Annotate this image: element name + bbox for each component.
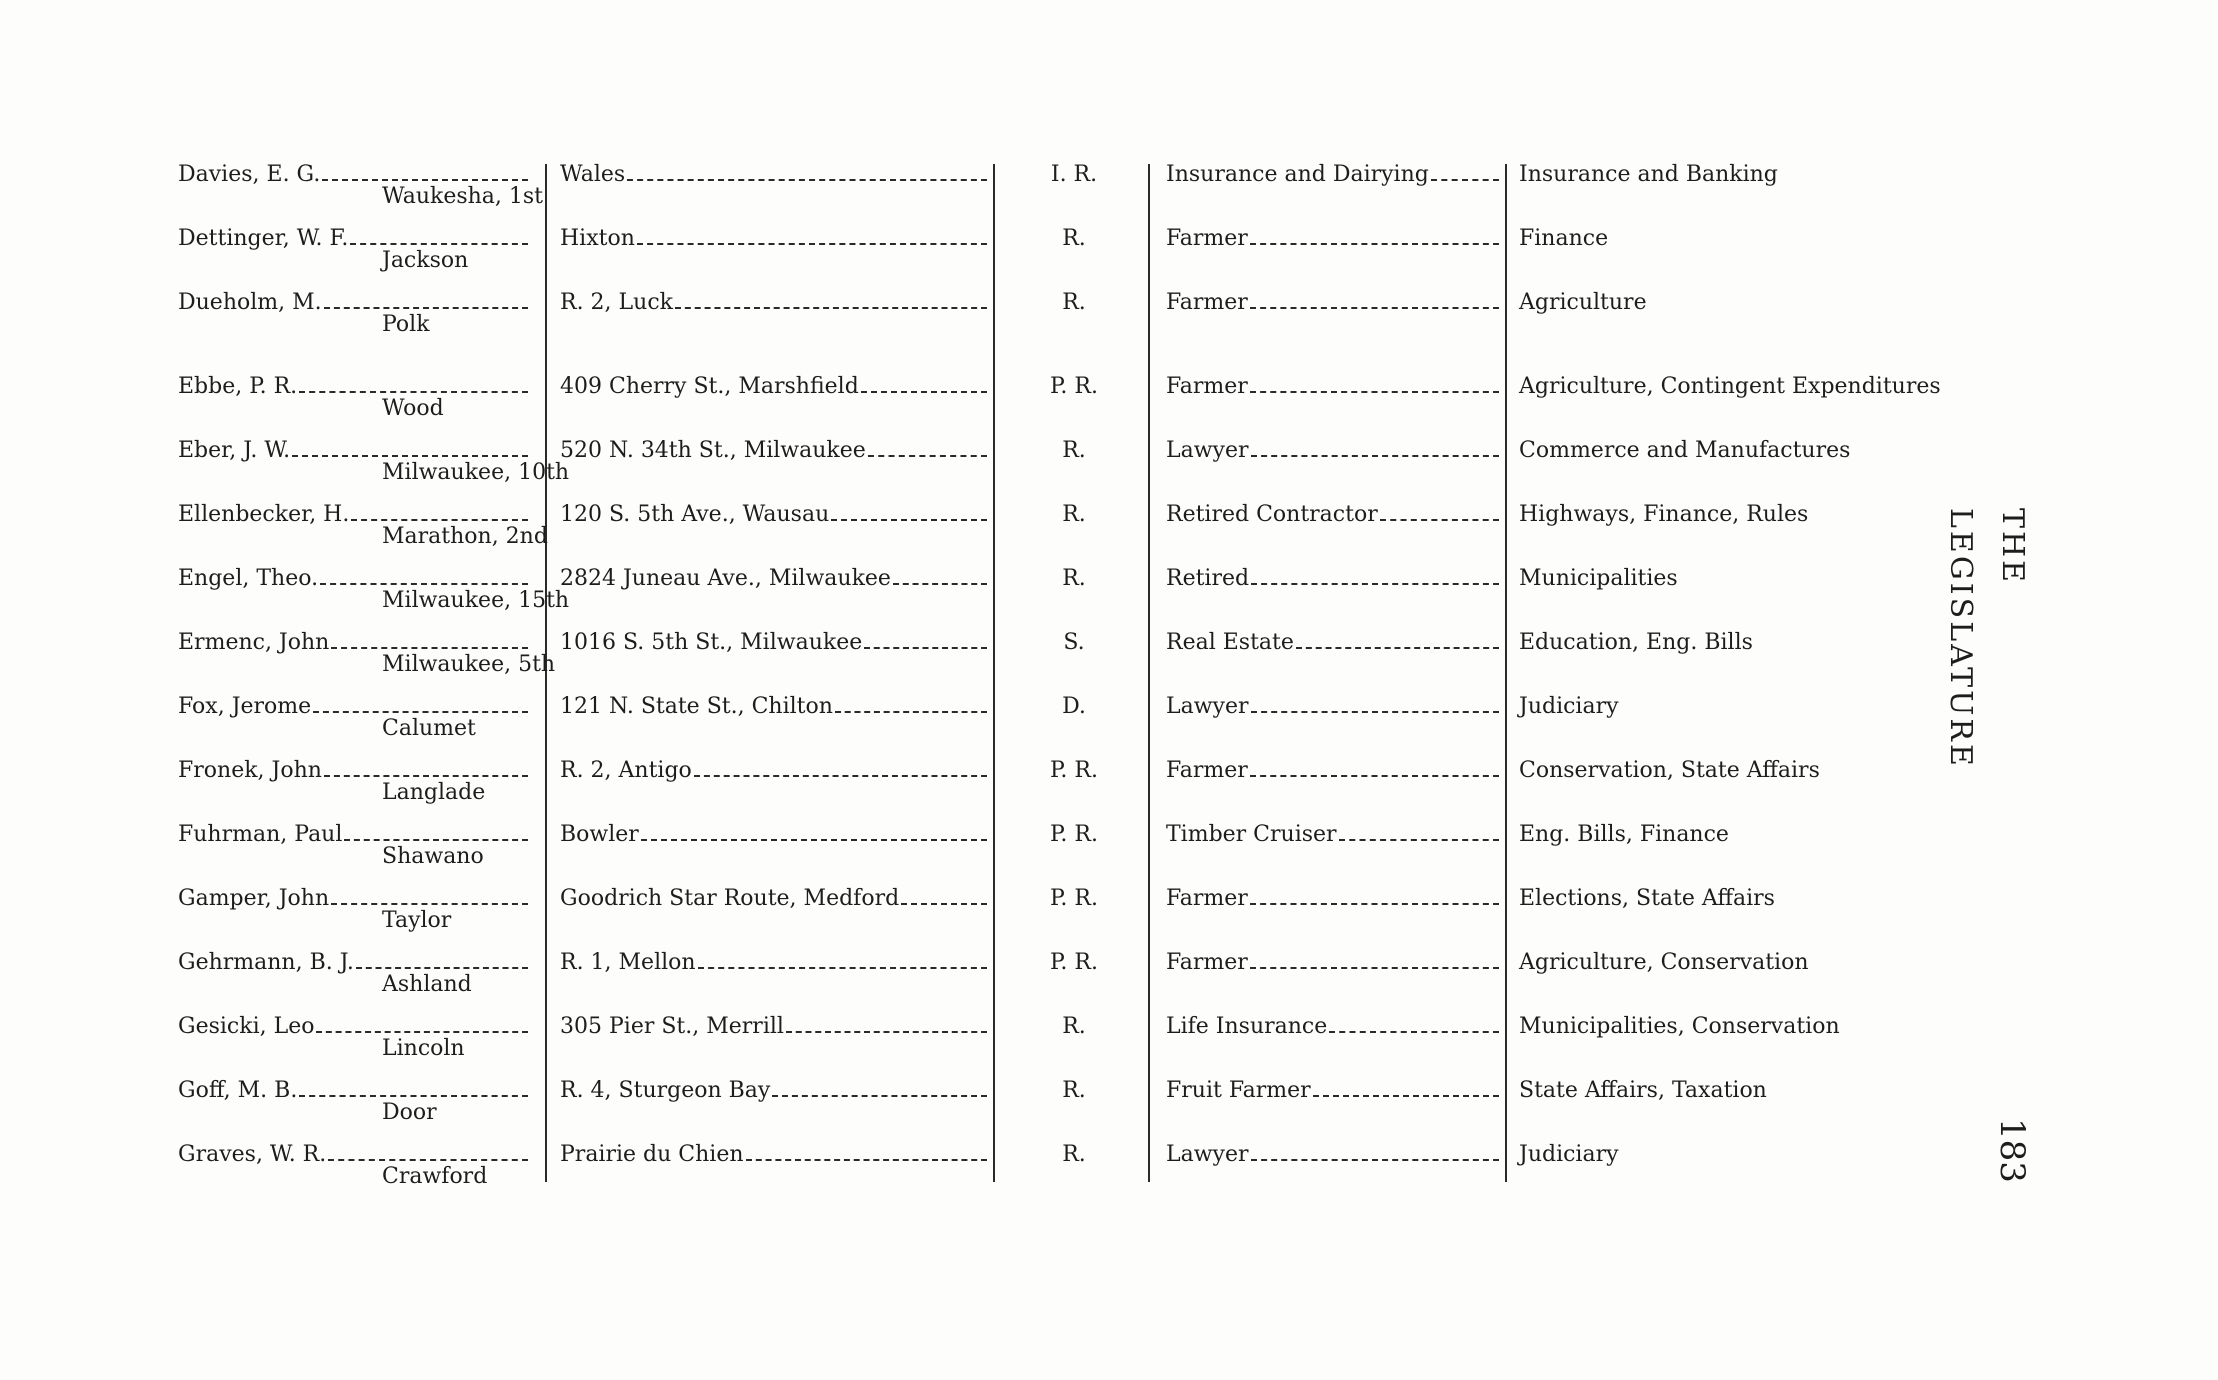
member-district: Milwaukee, 10th: [382, 460, 570, 485]
dot-leader: [322, 179, 528, 181]
dot-leader: [313, 711, 528, 713]
member-address: 1016 S. 5th St., Milwaukee: [560, 632, 987, 654]
member-committees: Municipalities: [1519, 566, 1678, 591]
dot-leader: [1250, 967, 1499, 969]
member-party: R.: [1062, 438, 1086, 463]
member-district: Marathon, 2nd: [382, 524, 548, 549]
table-row: [0, 824, 2218, 888]
dot-leader: [292, 455, 528, 457]
dot-leader: [1251, 1159, 1499, 1161]
member-district: Polk: [382, 312, 430, 337]
dot-leader: [786, 1031, 987, 1033]
member-party: R.: [1062, 1142, 1086, 1167]
dot-leader: [637, 243, 987, 245]
member-party: R.: [1062, 226, 1086, 251]
member-committees: Agriculture, Conservation: [1519, 950, 1809, 975]
member-district: Waukesha, 1st: [382, 184, 544, 209]
member-name: Goff, M. B. Door: [178, 1080, 528, 1102]
member-address: R. 4, Sturgeon Bay: [560, 1080, 987, 1102]
member-committees: Insurance and Banking: [1519, 162, 1778, 187]
table-row: [0, 504, 2218, 568]
member-party: R.: [1062, 290, 1086, 315]
member-occupation: Farmer: [1166, 292, 1499, 314]
dot-leader: [320, 583, 528, 585]
member-committees: Municipalities, Conservation: [1519, 1014, 1840, 1039]
member-name: Davies, E. G. Waukesha, 1st: [178, 162, 544, 209]
member-occupation: Lawyer: [1166, 440, 1499, 462]
member-district: Langlade: [382, 780, 486, 805]
member-occupation: Retired Contractor: [1166, 504, 1499, 526]
member-committees: Highways, Finance, Rules: [1519, 502, 1809, 527]
member-address: Bowler: [560, 824, 987, 846]
member-address: 121 N. State St., Chilton: [560, 696, 987, 718]
member-address: Wales: [560, 164, 987, 186]
member-party: I. R.: [1050, 162, 1098, 187]
dot-leader: [324, 307, 528, 309]
dot-leader: [1313, 1095, 1499, 1097]
member-address: 120 S. 5th Ave., Wausau: [560, 504, 987, 526]
member-district: Milwaukee, 15th: [382, 588, 570, 613]
member-occupation: Retired: [1166, 568, 1499, 590]
member-committees: Judiciary: [1519, 1142, 1619, 1167]
member-name: Gehrmann, B. J. Ashland: [178, 952, 528, 974]
member-occupation: Farmer: [1166, 228, 1499, 250]
table-row: [0, 228, 2218, 292]
member-address: R. 1, Mellon: [560, 952, 987, 974]
member-district: Lincoln: [382, 1036, 465, 1061]
table-row: [0, 1080, 2218, 1144]
member-party: S.: [1063, 630, 1085, 655]
table-row: [0, 760, 2218, 824]
member-party: P. R.: [1050, 886, 1098, 911]
table-row: [0, 1144, 2218, 1208]
member-district: Wood: [382, 396, 444, 421]
table-row: [0, 568, 2218, 632]
member-occupation: Life Insurance: [1166, 1016, 1499, 1038]
dot-leader: [331, 647, 528, 649]
member-occupation: Lawyer: [1166, 696, 1499, 718]
dot-leader: [1380, 519, 1499, 521]
table-row: [0, 1016, 2218, 1080]
dot-leader: [675, 307, 987, 309]
dot-leader: [1250, 243, 1499, 245]
member-committees: Education, Eng. Bills: [1519, 630, 1753, 655]
dot-leader: [1431, 179, 1499, 181]
member-name: Dueholm, M. Polk: [178, 292, 528, 314]
member-name: Engel, Theo. Milwaukee, 15th: [178, 566, 570, 613]
member-name: Ellenbecker, H. Marathon, 2nd: [178, 502, 548, 549]
member-committees: Commerce and Manufactures: [1519, 438, 1851, 463]
member-district: Shawano: [382, 844, 484, 869]
dot-leader: [1250, 775, 1499, 777]
dot-leader: [1250, 391, 1499, 393]
member-committees: Finance: [1519, 226, 1609, 251]
member-occupation: Real Estate: [1166, 632, 1499, 654]
member-name: Fuhrman, Paul Shawano: [178, 824, 528, 846]
dot-leader: [835, 711, 987, 713]
dot-leader: [1251, 455, 1499, 457]
member-name: Ebbe, P. R. Wood: [178, 376, 528, 398]
member-address: 409 Cherry St., Marshfield: [560, 376, 987, 398]
member-address: R. 2, Luck: [560, 292, 987, 314]
member-occupation: Farmer: [1166, 952, 1499, 974]
member-committees: State Affairs, Taxation: [1519, 1078, 1767, 1103]
dot-leader: [351, 519, 528, 521]
dot-leader: [1339, 839, 1499, 841]
dot-leader: [641, 839, 987, 841]
dot-leader: [350, 243, 528, 245]
member-name: Gamper, John Taylor: [178, 888, 528, 910]
dot-leader: [868, 455, 987, 457]
member-committees: Agriculture: [1519, 290, 1647, 315]
member-occupation: Lawyer: [1166, 1144, 1499, 1166]
member-address: Goodrich Star Route, Medford: [560, 888, 987, 910]
dot-leader: [746, 1159, 987, 1161]
dot-leader: [299, 1095, 528, 1097]
table-row: [0, 632, 2218, 696]
page-number: 183: [1992, 1118, 2032, 1183]
member-party: P. R.: [1050, 822, 1098, 847]
member-address: 2824 Juneau Ave., Milwaukee: [560, 568, 987, 590]
member-party: D.: [1062, 694, 1086, 719]
table-row: [0, 440, 2218, 504]
dot-leader: [1329, 1031, 1499, 1033]
member-committees: Eng. Bills, Finance: [1519, 822, 1729, 847]
dot-leader: [698, 967, 987, 969]
member-name: Graves, W. R. Crawford: [178, 1144, 528, 1166]
dot-leader: [356, 967, 528, 969]
member-name: Dettinger, W. F. Jackson: [178, 228, 528, 250]
member-district: Crawford: [382, 1164, 488, 1189]
table-row: [0, 696, 2218, 760]
member-name: Ermenc, John Milwaukee, 5th: [178, 630, 556, 677]
dot-leader: [344, 839, 528, 841]
member-occupation: Farmer: [1166, 376, 1499, 398]
dot-leader: [864, 647, 987, 649]
dot-leader: [316, 1031, 528, 1033]
dot-leader: [299, 391, 528, 393]
member-address: Prairie du Chien: [560, 1144, 987, 1166]
dot-leader: [331, 903, 528, 905]
table-row: [0, 952, 2218, 1016]
member-party: P. R.: [1050, 758, 1098, 783]
dot-leader: [1296, 647, 1499, 649]
member-occupation: Insurance and Dairying: [1166, 164, 1499, 186]
member-occupation: Farmer: [1166, 888, 1499, 910]
member-district: Milwaukee, 5th: [382, 652, 556, 677]
dot-leader: [772, 1095, 987, 1097]
member-district: Jackson: [382, 248, 469, 273]
member-party: R.: [1062, 1078, 1086, 1103]
member-party: R.: [1062, 566, 1086, 591]
running-title: THE LEGISLATURE: [1943, 508, 2030, 769]
dot-leader: [1250, 903, 1499, 905]
member-district: Ashland: [382, 972, 472, 997]
table-row: [0, 292, 2218, 356]
member-party: P. R.: [1050, 950, 1098, 975]
member-name: Eber, J. W. Milwaukee, 10th: [178, 438, 570, 485]
dot-leader: [893, 583, 987, 585]
table-row: [0, 376, 2218, 440]
member-district: Door: [382, 1100, 437, 1125]
dot-leader: [1250, 307, 1499, 309]
member-committees: Judiciary: [1519, 694, 1619, 719]
member-party: P. R.: [1050, 374, 1098, 399]
dot-leader: [627, 179, 987, 181]
member-address: 305 Pier St., Merrill: [560, 1016, 987, 1038]
member-committees: Agriculture, Contingent Expenditures: [1519, 374, 1941, 399]
dot-leader: [694, 775, 987, 777]
member-committees: Conservation, State Affairs: [1519, 758, 1820, 783]
member-address: 520 N. 34th St., Milwaukee: [560, 440, 987, 462]
member-committees: Elections, State Affairs: [1519, 886, 1775, 911]
table-row: [0, 164, 2218, 228]
dot-leader: [901, 903, 987, 905]
member-district: Calumet: [382, 716, 476, 741]
member-name: Fronek, John Langlade: [178, 760, 528, 782]
member-name: Gesicki, Leo Lincoln: [178, 1016, 528, 1038]
dot-leader: [831, 519, 987, 521]
dot-leader: [328, 1159, 528, 1161]
member-name: Fox, Jerome Calumet: [178, 696, 528, 718]
member-occupation: Farmer: [1166, 760, 1499, 782]
dot-leader: [324, 775, 528, 777]
member-address: Hixton: [560, 228, 987, 250]
member-occupation: Fruit Farmer: [1166, 1080, 1499, 1102]
member-party: R.: [1062, 502, 1086, 527]
dot-leader: [861, 391, 987, 393]
dot-leader: [1251, 711, 1499, 713]
table-row: [0, 888, 2218, 952]
member-occupation: Timber Cruiser: [1166, 824, 1499, 846]
member-address: R. 2, Antigo: [560, 760, 987, 782]
member-party: R.: [1062, 1014, 1086, 1039]
member-district: Taylor: [382, 908, 452, 933]
dot-leader: [1251, 583, 1499, 585]
